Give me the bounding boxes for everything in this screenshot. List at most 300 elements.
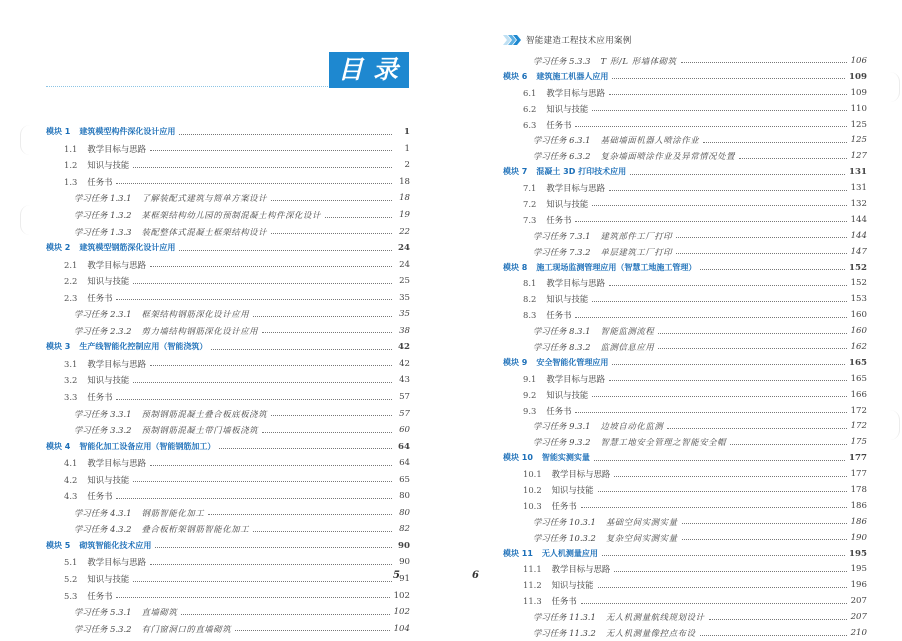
entry-page-number: 102 (393, 590, 410, 601)
entry-number: 模块 11 (503, 548, 533, 558)
dot-leader (609, 285, 847, 286)
entry-title: 无人机测量航线规划设计 (605, 612, 705, 623)
dot-leader (133, 481, 392, 482)
dot-leader (253, 531, 392, 532)
entry-title: 知识与技能 (551, 484, 594, 495)
dot-leader (133, 581, 392, 582)
toc-entry-section[interactable] (503, 466, 867, 482)
entry-number: 6.2 (523, 103, 537, 114)
entry-page-number: 125 (850, 119, 867, 130)
entry-page-number: 207 (850, 612, 867, 623)
entry-title: 知识与技能 (87, 474, 130, 485)
dot-leader (602, 555, 845, 556)
entry-title: 复杂墙面喷涂作业及异常情况处置 (600, 151, 736, 162)
toc-entry-module[interactable] (46, 240, 410, 257)
toc-entry-task[interactable] (503, 132, 867, 148)
toc-heading: 目录 (329, 52, 409, 88)
toc-entry-section[interactable] (46, 455, 410, 472)
dot-leader (133, 283, 392, 284)
dot-leader (658, 333, 846, 334)
entry-page-number: 144 (850, 214, 867, 225)
entry-page-number: 25 (399, 276, 410, 287)
heading-dotted-rule (46, 86, 330, 87)
toc-entry-task[interactable] (503, 339, 867, 355)
dot-leader (150, 365, 392, 366)
toc-entry-section[interactable] (46, 273, 410, 290)
entry-number: 4.1 (64, 458, 78, 469)
entry-page-number: 153 (850, 294, 867, 305)
dot-leader (609, 190, 847, 191)
toc-entry-section[interactable] (503, 196, 867, 212)
dot-leader (658, 348, 846, 349)
entry-title: 知识与技能 (546, 103, 589, 114)
page-left (0, 0, 450, 634)
entry-number: 学习任务 10.3.1 (533, 516, 596, 527)
entry-title: 教学目标与思路 (546, 373, 605, 384)
double-chevron-icon (503, 35, 521, 45)
dot-leader (262, 332, 392, 333)
entry-title: 无人机测量应用 (541, 548, 598, 558)
toc-entry-section[interactable] (503, 212, 867, 228)
entry-number: 6.3 (523, 119, 537, 130)
toc-entry-module[interactable] (503, 450, 867, 466)
toc-entry-section[interactable] (503, 403, 867, 419)
entry-number: 3.1 (64, 358, 78, 369)
entry-page-number: 102 (393, 607, 410, 618)
entry-number: 学习任务 9.3.1 (533, 421, 591, 432)
dot-leader (581, 603, 847, 604)
entry-number: 4.3 (64, 491, 78, 502)
entry-title: 智能化加工设备应用（智能钢筋加工） (79, 441, 216, 451)
dot-leader (575, 126, 846, 127)
entry-number: 3.3 (64, 392, 78, 403)
dot-leader (609, 380, 847, 381)
toc-entry-task[interactable] (503, 530, 867, 546)
toc-entry-section[interactable] (46, 587, 410, 604)
entry-page-number: 1 (404, 127, 410, 138)
entry-number: 2.3 (64, 292, 78, 303)
entry-number: 学习任务 5.3.1 (74, 607, 132, 618)
dot-leader (271, 233, 392, 234)
toc-entry-module[interactable] (503, 164, 867, 180)
entry-title: 教学目标与思路 (87, 458, 146, 469)
toc-entry-task[interactable] (46, 505, 410, 522)
entry-title: 教学目标与思路 (87, 557, 146, 568)
entry-number: 模块 3 (46, 342, 71, 352)
entry-page-number: 186 (850, 500, 867, 511)
entry-page-number: 131 (849, 167, 867, 178)
entry-page-number: 160 (850, 326, 867, 337)
toc-entry-section[interactable] (503, 307, 867, 323)
toc-entry-section[interactable] (46, 157, 410, 174)
running-header (503, 33, 632, 47)
entry-title: 边坡自动化监测 (600, 421, 664, 432)
toc-entry-task[interactable] (46, 604, 410, 621)
toc-entry-task[interactable] (46, 190, 410, 207)
toc-entry-section[interactable] (503, 101, 867, 117)
entry-page-number: 57 (399, 408, 410, 419)
toc-list-right (503, 53, 867, 641)
toc-entry-task[interactable] (46, 521, 410, 538)
toc-entry-module[interactable] (503, 546, 867, 562)
dot-leader (676, 253, 846, 254)
entry-title: 建筑施工机器人应用 (536, 71, 609, 81)
toc-entry-task[interactable] (503, 418, 867, 434)
dot-leader (676, 237, 846, 238)
dot-leader (581, 507, 847, 508)
toc-entry-section[interactable] (503, 498, 867, 514)
toc-entry-section[interactable] (46, 141, 410, 158)
entry-title: 知识与技能 (546, 294, 589, 305)
entry-page-number: 196 (850, 580, 867, 591)
dot-leader (116, 597, 389, 598)
toc-entry-section[interactable] (503, 562, 867, 578)
entry-title: 教学目标与思路 (87, 358, 146, 369)
dot-leader (150, 150, 392, 151)
dot-leader (116, 183, 392, 184)
toc-entry-section[interactable] (503, 577, 867, 593)
dot-leader (208, 514, 392, 515)
entry-number: 学习任务 1.3.1 (74, 193, 132, 204)
entry-title: 任务书 (551, 500, 577, 511)
entry-page-number: 19 (399, 210, 410, 220)
toc-entry-task[interactable] (503, 244, 867, 260)
entry-number: 学习任务 1.3.3 (74, 226, 132, 237)
entry-page-number: 186 (850, 516, 867, 527)
entry-number: 10.1 (523, 469, 542, 480)
page-edge-mark (889, 410, 900, 440)
entry-number: 8.2 (523, 294, 537, 305)
entry-page-number: 106 (850, 55, 867, 66)
dot-leader (325, 217, 392, 218)
entry-page-number: 177 (849, 453, 867, 464)
entry-title: 任务书 (546, 119, 572, 130)
dot-leader (150, 564, 392, 565)
entry-number: 1.2 (64, 160, 78, 171)
dot-leader (700, 269, 845, 270)
entry-page-number: 82 (399, 524, 410, 535)
entry-page-number: 22 (399, 226, 410, 237)
entry-number: 7.1 (523, 183, 537, 194)
entry-page-number: 190 (850, 532, 867, 543)
toc-entry-section[interactable] (46, 174, 410, 191)
dot-leader (271, 200, 392, 201)
entry-number: 学习任务 9.3.2 (533, 437, 591, 448)
dot-leader (682, 523, 847, 524)
entry-page-number: 42 (399, 358, 410, 369)
toc-entry-section[interactable] (46, 471, 410, 488)
entry-number: 学习任务 7.3.1 (533, 230, 591, 241)
entry-page-number: 125 (850, 135, 867, 146)
dot-leader (271, 415, 392, 416)
entry-page-number: 18 (399, 176, 410, 187)
toc-entry-module[interactable] (503, 260, 867, 276)
entry-number: 5.1 (64, 557, 78, 568)
entry-number: 学习任务 11.3.1 (533, 612, 596, 623)
dot-leader (179, 250, 392, 251)
entry-number: 学习任务 5.3.2 (74, 623, 132, 634)
dot-leader (262, 432, 392, 433)
page-edge-mark (20, 125, 31, 155)
dot-leader (730, 444, 846, 445)
dot-leader (594, 460, 845, 461)
entry-number: 模块 8 (503, 262, 528, 272)
entry-page-number: 57 (399, 392, 410, 403)
entry-title: 直墙砌筑 (141, 607, 178, 618)
entry-page-number: 18 (399, 193, 410, 204)
entry-page-number: 152 (850, 278, 867, 289)
entry-number: 2.2 (64, 276, 78, 287)
dot-leader (133, 382, 392, 383)
entry-title: 预制钢筋混凝土叠合板底板浇筑 (141, 408, 268, 419)
toc-entry-task[interactable] (503, 323, 867, 339)
entry-number: 学习任务 10.3.2 (533, 532, 596, 543)
dot-leader (235, 630, 389, 631)
entry-title: 预制钢筋混凝土带门墙板浇筑 (141, 425, 259, 436)
entry-number: 11.3 (523, 596, 542, 607)
dot-leader (739, 158, 846, 159)
toc-entry-module[interactable] (46, 339, 410, 356)
entry-number: 8.3 (523, 310, 537, 321)
toc-entry-task[interactable] (46, 323, 410, 340)
entry-number: 11.1 (523, 564, 542, 575)
toc-entry-section[interactable] (503, 482, 867, 498)
entry-title: 教学目标与思路 (87, 143, 146, 154)
dot-leader (598, 587, 847, 588)
toc-entry-section[interactable] (46, 571, 410, 588)
page-right (451, 0, 902, 638)
dot-leader (575, 412, 846, 413)
toc-entry-section[interactable] (46, 554, 410, 571)
entry-number: 9.3 (523, 405, 537, 416)
dot-leader (592, 110, 846, 111)
entry-title: 任务书 (87, 590, 113, 601)
entry-page-number: 80 (399, 491, 410, 502)
entry-number: 学习任务 8.3.2 (533, 341, 591, 352)
toc-entry-task[interactable] (46, 405, 410, 422)
dot-leader (681, 62, 847, 63)
dot-leader (116, 498, 392, 499)
entry-title: 某框架结构幼儿园的预制混凝土构件深化设计 (141, 210, 321, 220)
entry-number: 模块 10 (503, 453, 533, 463)
toc-entry-task[interactable] (503, 53, 867, 69)
toc-entry-task[interactable] (503, 514, 867, 530)
entry-number: 模块 7 (503, 167, 528, 177)
entry-page-number: 166 (850, 389, 867, 400)
dot-leader (598, 491, 847, 492)
entry-title: 知识与技能 (87, 574, 130, 585)
entry-page-number: 207 (850, 596, 867, 607)
entry-title: T 形/L 形墙体砌筑 (600, 55, 677, 66)
entry-page-number: 175 (850, 437, 867, 448)
dot-leader (592, 396, 846, 397)
entry-page-number: 104 (393, 623, 410, 634)
entry-number: 2.1 (64, 259, 78, 270)
entry-number: 模块 2 (46, 243, 71, 253)
entry-title: 教学目标与思路 (87, 259, 146, 270)
dot-leader (709, 619, 847, 620)
entry-page-number: 109 (850, 87, 867, 98)
entry-title: 框架结构钢筋深化设计应用 (141, 309, 250, 320)
entry-number: 学习任务 2.3.1 (74, 309, 132, 320)
entry-page-number: 210 (850, 628, 867, 638)
toc-entry-section[interactable] (503, 371, 867, 387)
dot-leader (630, 174, 845, 175)
entry-page-number: 38 (399, 325, 410, 336)
toc-entry-task[interactable] (46, 620, 410, 637)
entry-title: 智能监测流程 (600, 326, 655, 337)
entry-page-number: 147 (850, 246, 867, 257)
dot-leader (133, 167, 392, 168)
entry-page-number: 195 (849, 548, 867, 559)
entry-title: 任务书 (87, 176, 113, 187)
entry-page-number: 43 (399, 375, 410, 386)
entry-title: 知识与技能 (87, 160, 130, 171)
entry-title: 教学目标与思路 (546, 183, 605, 194)
dot-leader (682, 539, 847, 540)
entry-page-number: 195 (850, 564, 867, 575)
dot-leader (179, 134, 392, 135)
toc-entry-section[interactable] (503, 275, 867, 291)
toc-entry-section[interactable] (503, 387, 867, 403)
entry-title: 施工现场监测管理应用（智慧工地施工管理） (536, 262, 697, 272)
entry-title: 智慧工地安全管理之智能安全帽 (600, 437, 727, 448)
toc-entry-task[interactable] (46, 422, 410, 439)
entry-title: 安全智能化管理应用 (536, 357, 609, 367)
entry-title: 单层建筑工厂打印 (600, 246, 673, 257)
toc-entry-task[interactable] (503, 625, 867, 641)
entry-number: 学习任务 7.3.2 (533, 246, 591, 257)
toc-entry-section[interactable] (503, 180, 867, 196)
entry-number: 模块 5 (46, 540, 71, 550)
toc-entry-section[interactable] (503, 85, 867, 101)
dot-leader (211, 349, 392, 350)
entry-number: 学习任务 11.3.2 (533, 628, 596, 638)
entry-page-number: 60 (399, 425, 410, 436)
entry-title: 建筑部件工厂打印 (600, 230, 673, 241)
toc-entry-task[interactable] (46, 306, 410, 323)
toc-entry-module[interactable] (503, 69, 867, 85)
dot-leader (614, 476, 846, 477)
dot-leader (116, 399, 392, 400)
entry-title: 任务书 (87, 292, 113, 303)
entry-page-number: 152 (849, 262, 867, 273)
entry-page-number: 131 (850, 183, 867, 194)
entry-title: 教学目标与思路 (546, 278, 605, 289)
toc-entry-section[interactable] (46, 256, 410, 273)
entry-page-number: 90 (399, 557, 410, 568)
entry-page-number: 1 (404, 143, 410, 154)
toc-entry-task[interactable] (503, 434, 867, 450)
entry-number: 学习任务 5.3.3 (533, 55, 591, 66)
entry-title: 叠合板桁架钢筋智能化加工 (141, 524, 250, 535)
entry-page-number: 172 (850, 405, 867, 416)
entry-title: 教学目标与思路 (551, 469, 611, 480)
toc-entry-module[interactable] (46, 538, 410, 555)
entry-number: 10.3 (523, 500, 542, 511)
entry-number: 4.2 (64, 474, 78, 485)
entry-number: 1.3 (64, 176, 78, 187)
dot-leader (592, 301, 846, 302)
entry-title: 任务书 (546, 310, 572, 321)
toc-entry-section[interactable] (46, 389, 410, 406)
entry-title: 教学目标与思路 (551, 564, 611, 575)
entry-page-number: 64 (399, 458, 410, 469)
entry-page-number: 132 (850, 198, 867, 209)
entry-title: 任务书 (87, 491, 113, 502)
entry-title: 任务书 (546, 214, 572, 225)
entry-title: 钢筋智能化加工 (141, 507, 205, 518)
dot-leader (116, 299, 392, 300)
entry-title: 知识与技能 (87, 375, 130, 386)
entry-number: 学习任务 1.3.2 (74, 210, 132, 220)
entry-number: 学习任务 6.3.2 (533, 151, 591, 162)
dot-leader (219, 448, 392, 449)
dot-leader (575, 221, 846, 222)
entry-number: 模块 6 (503, 71, 528, 81)
dot-leader (150, 465, 392, 466)
toc-entry-section[interactable] (503, 117, 867, 133)
entry-number: 7.3 (523, 214, 537, 225)
entry-title: 知识与技能 (87, 276, 130, 287)
entry-number: 8.1 (523, 278, 537, 289)
entry-number: 1.1 (64, 143, 78, 154)
entry-page-number: 35 (399, 292, 410, 303)
toc-entry-task[interactable] (503, 148, 867, 164)
entry-title: 装配整体式混凝土框架结构设计 (141, 226, 268, 237)
entry-title: 任务书 (546, 405, 572, 416)
toc-entry-section[interactable] (46, 289, 410, 306)
entry-number: 3.2 (64, 375, 78, 386)
dot-leader (667, 428, 846, 429)
toc-entry-task[interactable] (503, 228, 867, 244)
toc-entry-module[interactable] (46, 438, 410, 455)
entry-page-number: 165 (850, 373, 867, 384)
entry-page-number: 165 (849, 357, 867, 368)
dot-leader (612, 78, 845, 79)
entry-page-number: 35 (399, 309, 410, 320)
entry-title: 建筑模型钢筋深化设计应用 (79, 243, 176, 253)
entry-title: 基础墙面机器人喷涂作业 (600, 135, 700, 146)
toc-entry-section[interactable] (46, 356, 410, 373)
entry-title: 有门窗洞口的直墙砌筑 (141, 623, 232, 634)
entry-title: 教学目标与思路 (546, 87, 605, 98)
entry-number: 10.2 (523, 484, 542, 495)
toc-entry-section[interactable] (503, 291, 867, 307)
entry-number: 学习任务 2.3.2 (74, 325, 132, 336)
toc-entry-section[interactable] (503, 593, 867, 609)
dot-leader (253, 316, 392, 317)
toc-entry-module[interactable] (503, 355, 867, 371)
toc-entry-task[interactable] (46, 223, 410, 240)
toc-entry-section[interactable] (46, 488, 410, 505)
toc-entry-task[interactable] (46, 207, 410, 224)
dot-leader (155, 547, 392, 548)
dot-leader (609, 94, 847, 95)
entry-page-number: 172 (850, 421, 867, 432)
page-edge-mark (889, 72, 900, 102)
entry-page-number: 178 (850, 484, 867, 495)
entry-number: 学习任务 8.3.1 (533, 326, 591, 337)
entry-page-number: 65 (399, 474, 410, 485)
toc-entry-section[interactable] (46, 372, 410, 389)
toc-entry-module[interactable] (46, 124, 410, 141)
dot-leader (150, 266, 392, 267)
toc-entry-task[interactable] (503, 609, 867, 625)
entry-title: 智能实测实量 (541, 453, 590, 463)
entry-number: 模块 4 (46, 441, 71, 451)
entry-page-number: 110 (850, 103, 867, 114)
